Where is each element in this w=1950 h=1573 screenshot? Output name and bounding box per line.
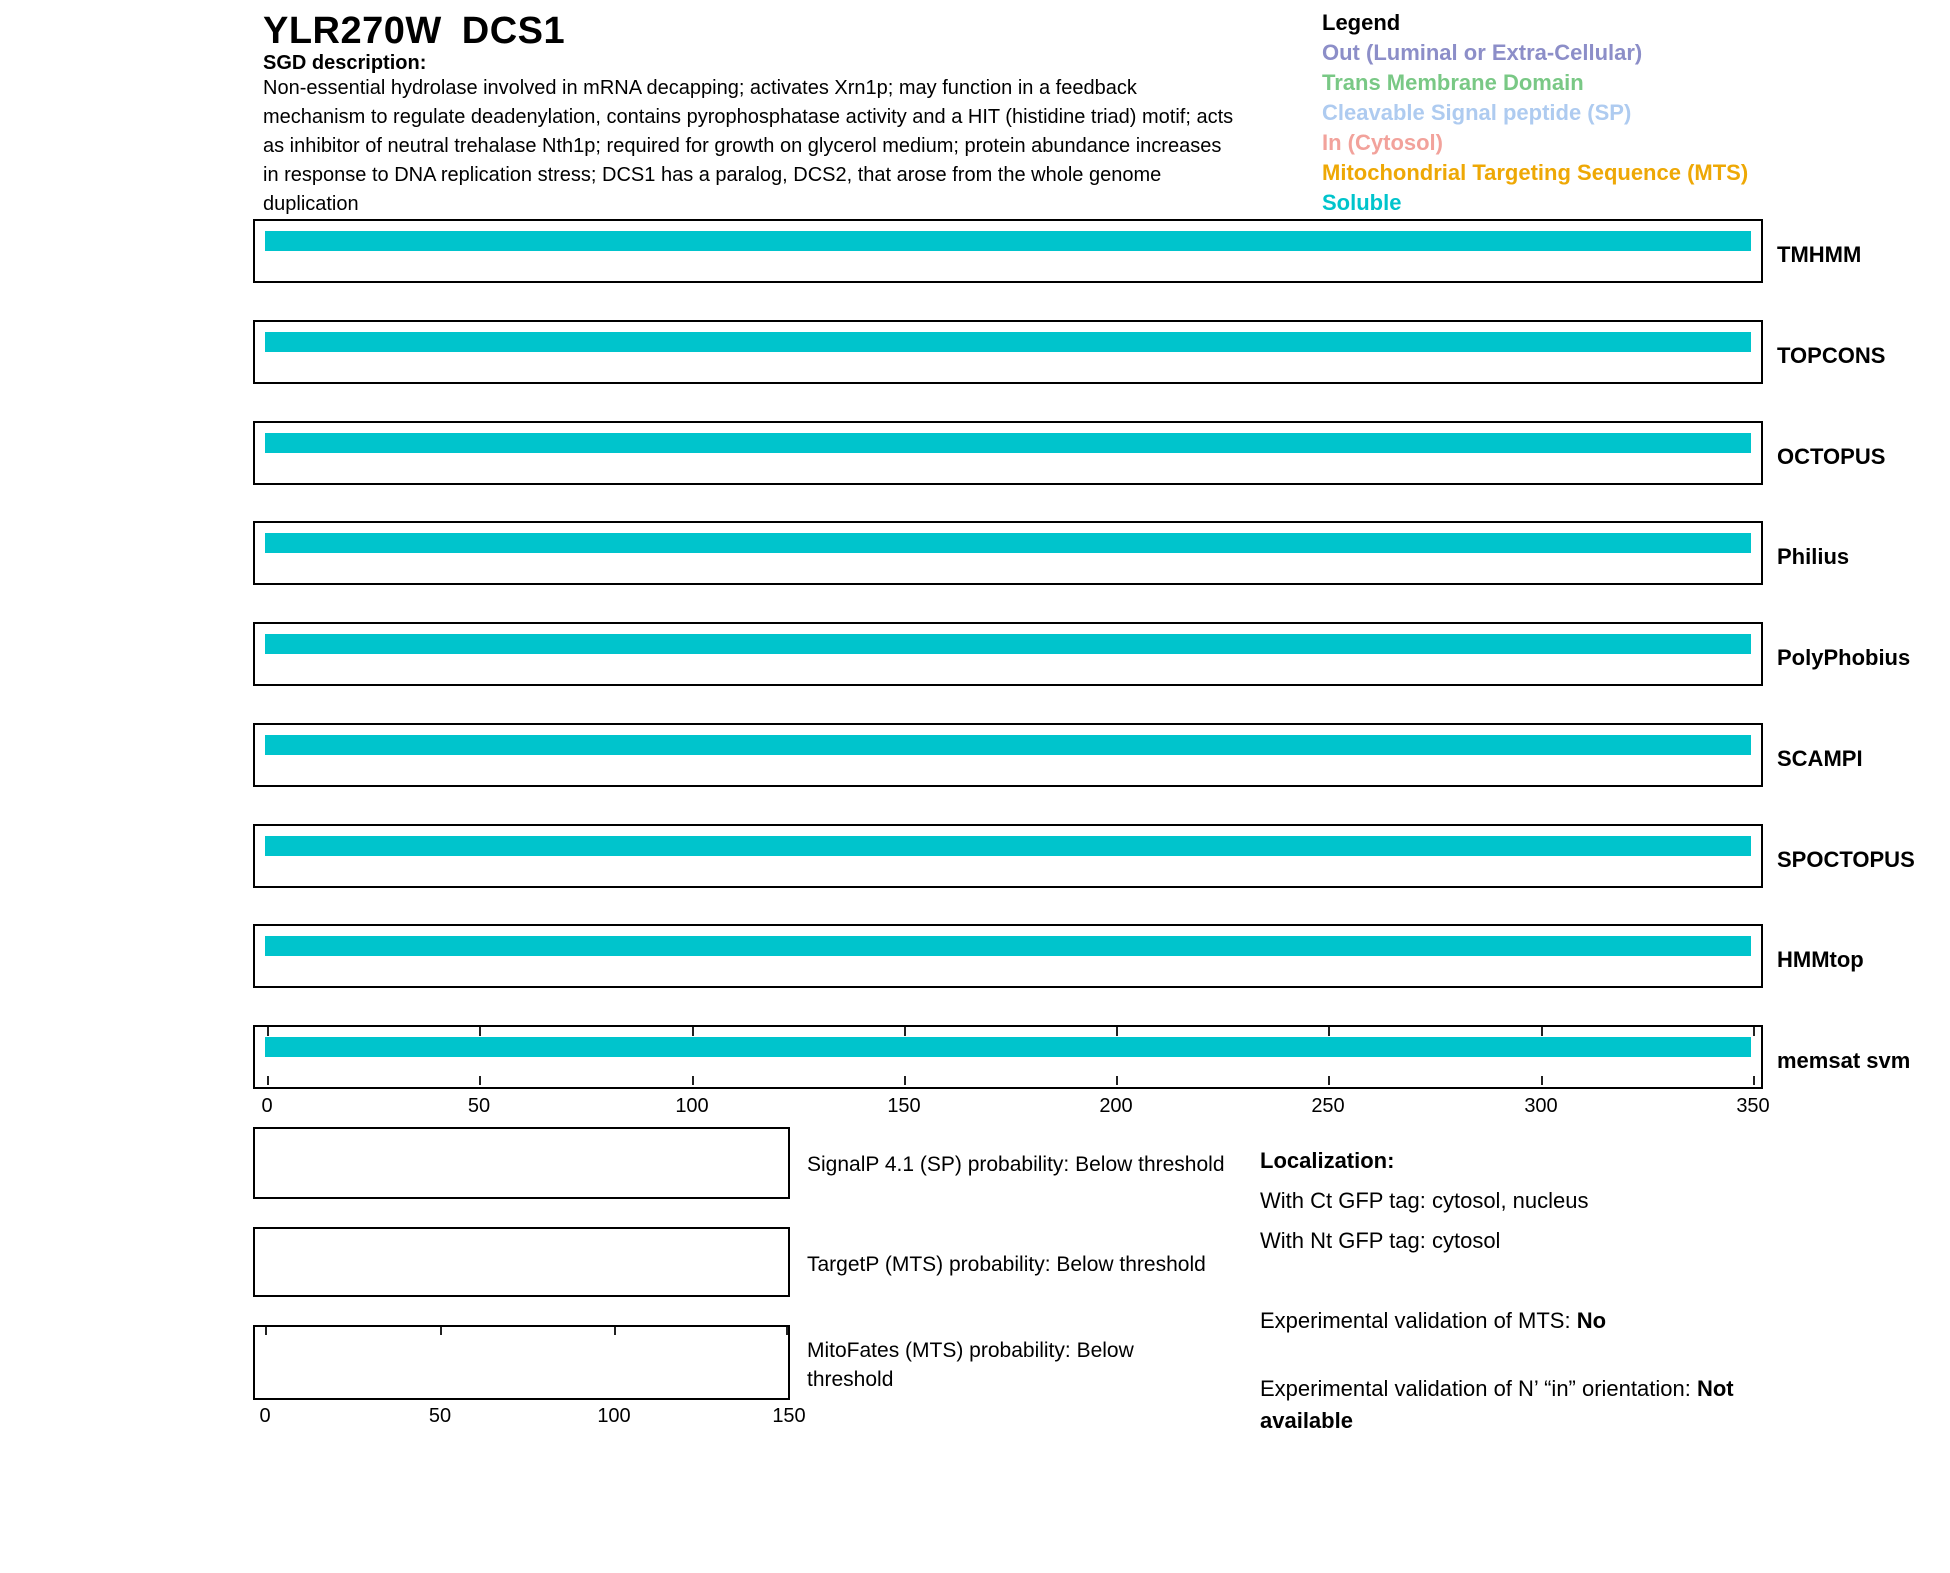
mitofates-axis-tick <box>440 1327 442 1335</box>
x-axis-tick-bottom <box>479 1076 481 1085</box>
legend-title: Legend <box>1322 10 1401 35</box>
x-axis-tick-top <box>904 1027 906 1036</box>
track-bar-soluble <box>265 231 1751 251</box>
track-bar-soluble <box>265 1037 1751 1057</box>
x-axis-tick-bottom <box>1116 1076 1118 1085</box>
track-bar-soluble <box>265 936 1751 956</box>
orf-name: YLR270W <box>263 10 442 52</box>
sgd-description-line: mechanism to regulate deadenylation, contains pyrophosphatase activity and a HIT (histidine triad) motif; acts <box>263 106 1234 128</box>
sgd-description-line: Non-essential hydrolase involved in mRNA decapping; activates Xrn1p; may function in a feedback <box>263 77 1137 99</box>
track-bar-soluble <box>265 634 1751 654</box>
x-axis-tick-top <box>1328 1027 1330 1036</box>
nin-orientation-value-2: available <box>1260 1408 1353 1433</box>
x-axis-label: 50 <box>467 1095 491 1117</box>
mitofates-axis-tick <box>614 1327 616 1335</box>
track-box-topcons <box>253 320 1763 384</box>
localization-nt-gfp: With Nt GFP tag: cytosol <box>1260 1228 1501 1253</box>
track-label-hmmtop: HMMtop <box>1777 947 1864 972</box>
legend-item-sp: Cleavable Signal peptide (SP) <box>1322 100 1632 125</box>
track-bar-soluble <box>265 533 1751 553</box>
panel-label-signalp <box>807 1150 1225 1179</box>
track-bar-soluble <box>265 836 1751 856</box>
x-axis-tick-top <box>479 1027 481 1036</box>
sgd-description-label: SGD description: <box>263 52 427 74</box>
track-bar-soluble <box>265 332 1751 352</box>
mts-validation-value: No <box>1576 1308 1607 1333</box>
mitofates-axis-label: 0 <box>259 1405 271 1427</box>
x-axis-label: 250 <box>1311 1095 1345 1117</box>
track-label-philius: Philius <box>1777 544 1850 569</box>
page-title <box>263 10 565 53</box>
track-box-philius <box>253 521 1763 585</box>
track-label-octopus: OCTOPUS <box>1777 444 1886 469</box>
mitofates-axis-label: 50 <box>428 1405 452 1427</box>
mitofates-axis-label: 100 <box>597 1405 631 1427</box>
track-label-spoctopus: SPOCTOPUS <box>1777 847 1915 872</box>
legend-item-tm: Trans Membrane Domain <box>1322 70 1584 95</box>
panel-box-targetp <box>253 1227 790 1297</box>
localization-ct-gfp: With Ct GFP tag: cytosol, nucleus <box>1260 1188 1589 1213</box>
panel-label-line: threshold <box>807 1368 894 1391</box>
x-axis-label: 300 <box>1524 1095 1558 1117</box>
x-axis-tick-bottom <box>1753 1076 1755 1085</box>
sgd-description-line: as inhibitor of neutral trehalase Nth1p; required for growth on glycerol medium; protein abundance increases <box>263 135 1222 157</box>
track-label-topcons: TOPCONS <box>1777 343 1886 368</box>
localization-title: Localization: <box>1260 1148 1395 1173</box>
nin-orientation-label: Experimental validation of N’ “in” orientation: <box>1260 1376 1691 1401</box>
panel-label-mitofates <box>807 1336 1134 1394</box>
x-axis-tick-bottom <box>267 1076 269 1085</box>
sgd-description-line: duplication <box>263 193 359 215</box>
mitofates-axis-tick <box>265 1327 267 1335</box>
x-axis-tick-bottom <box>1328 1076 1330 1085</box>
mitofates-axis-label: 150 <box>772 1405 806 1427</box>
mts-validation-label: Experimental validation of MTS: <box>1260 1308 1571 1333</box>
gene-name: DCS1 <box>461 10 566 52</box>
x-axis-tick-top <box>1753 1027 1755 1036</box>
x-axis-tick-top <box>1541 1027 1543 1036</box>
track-bar-soluble <box>265 433 1751 453</box>
mts-validation-line <box>1260 1308 1606 1334</box>
sgd-description-text <box>263 74 1323 219</box>
panel-label-targetp <box>807 1250 1206 1279</box>
panel-label-line: TargetP (MTS) probability: Below threshold <box>807 1253 1206 1276</box>
track-label-memsat-svm: memsat svm <box>1777 1048 1911 1073</box>
sgd-description-line: in response to DNA replication stress; DCS1 has a paralog, DCS2, that arose from the whole genome <box>263 164 1162 186</box>
track-box-hmmtop <box>253 924 1763 988</box>
nin-orientation-value-1: Not <box>1696 1376 1734 1401</box>
mitofates-axis-tick <box>786 1327 788 1335</box>
x-axis-tick-bottom <box>692 1076 694 1085</box>
x-axis-tick-bottom <box>904 1076 906 1085</box>
track-box-octopus <box>253 421 1763 485</box>
x-axis-label: 100 <box>675 1095 709 1117</box>
track-bar-soluble <box>265 735 1751 755</box>
track-label-polyphobius: PolyPhobius <box>1777 645 1911 670</box>
legend-item-out: Out (Luminal or Extra-Cellular) <box>1322 40 1643 65</box>
nin-orientation-line1 <box>1260 1376 1734 1402</box>
track-box-scampi <box>253 723 1763 787</box>
panel-box-mitofates <box>253 1325 790 1400</box>
x-axis-label: 200 <box>1099 1095 1133 1117</box>
x-axis-tick-bottom <box>1541 1076 1543 1085</box>
legend-items <box>1322 38 1748 218</box>
x-axis-tick-top <box>692 1027 694 1036</box>
track-label-tmhmm: TMHMM <box>1777 242 1862 267</box>
panel-box-signalp <box>253 1127 790 1199</box>
x-axis-label: 350 <box>1736 1095 1770 1117</box>
x-axis-tick-top <box>267 1027 269 1036</box>
track-label-scampi: SCAMPI <box>1777 746 1863 771</box>
track-box-tmhmm <box>253 219 1763 283</box>
x-axis-label: 0 <box>261 1095 273 1117</box>
track-box-spoctopus <box>253 824 1763 888</box>
legend-item-mts: Mitochondrial Targeting Sequence (MTS) <box>1322 160 1749 185</box>
x-axis-tick-top <box>1116 1027 1118 1036</box>
x-axis-label: 150 <box>887 1095 921 1117</box>
track-box-polyphobius <box>253 622 1763 686</box>
legend-item-soluble: Soluble <box>1322 190 1402 215</box>
panel-label-line: MitoFates (MTS) probability: Below <box>807 1339 1134 1362</box>
panel-label-line: SignalP 4.1 (SP) probability: Below threshold <box>807 1153 1225 1176</box>
legend-item-in: In (Cytosol) <box>1322 130 1443 155</box>
